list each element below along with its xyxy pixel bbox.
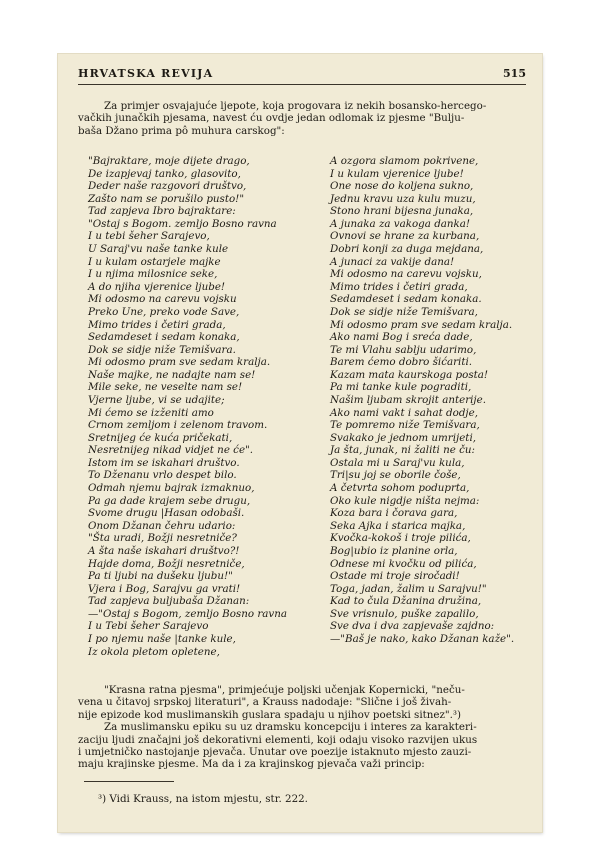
poem-verse: Toga, jadan, žalim u Sarajvu!" xyxy=(330,582,487,595)
poem-verse: A šta naše iskahari društvo?! xyxy=(88,544,240,557)
poem-verse: Dok se sidje niže Temišvara, xyxy=(330,305,478,318)
poem-verse: Mimo trides i četiri grada, xyxy=(330,280,468,293)
poem-column-right xyxy=(330,155,530,646)
poem-verse: "Šta uradi, Božji nesretniče? xyxy=(88,532,237,545)
poem-column-left xyxy=(88,155,298,658)
poem-verse: I u Tebi šeher Sarajevo xyxy=(88,620,209,633)
page-number: 515 xyxy=(503,67,526,80)
intro-paragraph xyxy=(78,100,526,137)
poem-verse: Naše majke, ne nadajte nam se! xyxy=(88,368,256,381)
poem-verse: Ako nami Bog i sreća dade, xyxy=(330,331,473,344)
book-page xyxy=(58,54,542,832)
intro-line: baša Džano prima pô muhura carskog": xyxy=(78,124,285,137)
poem-verse: To Dženanu vrlo despet bilo. xyxy=(88,469,237,482)
footnote: ³) Vidi Krauss, na istom mjestu, str. 222. xyxy=(98,793,308,805)
poem-verse: Tad zapjeva buljubaša Džanan: xyxy=(88,595,250,608)
intro-line: Za primjer osvajajuće ljepote, koja progovara iz nekih bosansko-hercego- xyxy=(104,100,487,112)
poem-verse: Pa ga dade krajem sebe drugu, xyxy=(88,494,251,507)
paragraph-line: zaciju ljudi značajni još dekorativni elementi, koji odaju visoko razvijen ukus xyxy=(78,733,478,746)
poem-verse: Kvočka-kokoš i troje pilića, xyxy=(330,532,471,545)
poem-verse: I u kulam ostarjele majke xyxy=(88,255,221,268)
poem-verse: Istom im se iskahari društvo. xyxy=(88,456,240,469)
poem-verse: Odmah njemu bajrak izmaknuo, xyxy=(88,482,255,495)
poem-verse: Mi odosmo na carevu vojsku xyxy=(88,293,237,306)
poem-verse: Ostade mi troje siročadi! xyxy=(330,570,460,583)
poem-verse: I u tebi šeher Sarajevo, xyxy=(88,230,210,243)
poem-verse: Sve vrisnulo, puške zapalilo, xyxy=(330,607,479,620)
poem-verse: Deder naše razgovori društvo, xyxy=(88,180,247,193)
poem-verse: Tad zapjeva Ibro bajraktare: xyxy=(88,205,236,218)
poem-verse: Sedamdeset i sedam konaka, xyxy=(88,331,240,344)
paragraph-line: "Krasna ratna pjesma", primjećuje poljski učenjak Kopernicki, "neču- xyxy=(104,684,465,696)
poem-verse: "Bajraktare, moje dijete drago, xyxy=(88,155,250,167)
poem-verse: A ozgora slamom pokrivene, xyxy=(330,155,479,167)
poem-verse: Kad to čula Džanina družina, xyxy=(330,595,482,608)
poem-verse: Vjerne ljube, vi se udajite; xyxy=(88,393,225,406)
poem-verse: Svakako je jednom umrijeti, xyxy=(330,431,477,444)
poem-verse: Pa ti ljubi na dušeku ljubu!" xyxy=(88,570,233,583)
poem-verse: I po njemu naše |tanke kule, xyxy=(88,632,236,645)
poem-verse: Onom Džanan čehru udario: xyxy=(88,519,236,532)
poem-verse: Zašto nam se porušilo pusto!" xyxy=(88,192,245,205)
paragraph-line: vena u čitavoj srpskoj literaturi", a Krauss nadodaje: "Slične i još živah- xyxy=(78,696,452,709)
poem-verse: Hajde doma, Božji nesretniče, xyxy=(88,557,245,570)
poem-verse: Seka Ajka i starica majka, xyxy=(330,519,466,532)
poem-verse: I u kulam vjerenice ljube! xyxy=(330,167,464,180)
paragraph-line: i umjetničko nastojanje pjevača. Unutar ove poezije istaknuto mjesto zauzi- xyxy=(78,746,472,759)
poem-verse: Sve dva i dva zapjevaše zajdno: xyxy=(330,620,495,633)
poem-verse: Vjera i Bog, Sarajvu ga vrati! xyxy=(88,582,241,595)
footnote-rule xyxy=(84,781,174,782)
poem-verse: Tri|su joj se oborile čoše, xyxy=(330,469,461,482)
header-rule xyxy=(78,84,526,85)
poem-verse: A junaci za vakije dana! xyxy=(330,255,455,268)
poem-verse: Ostala mi u Saraj'vu kula, xyxy=(330,456,465,469)
poem-verse: Ja šta, junak, ni žaliti ne ču: xyxy=(330,444,475,457)
poem-verse: Odnese mi kvočku od pilića, xyxy=(330,557,477,570)
poem-verse: A do njiha vjerenice ljube! xyxy=(88,280,226,293)
running-header xyxy=(78,67,526,81)
poem-verse: Crnom zemljom i zelenom travom. xyxy=(88,419,268,432)
poem-verse: Mi odosmo pram sve sedam kralja. xyxy=(88,356,271,369)
poem-verse: Dobri konji za duga mejdana, xyxy=(330,243,484,256)
poem-verse: One nose do koljena sukno, xyxy=(330,180,474,193)
poem-verse: Sedamdeset i sedam konaka. xyxy=(330,293,482,306)
poem-verse: Mi odosmo na carevu vojsku, xyxy=(330,268,482,281)
poem-verse: Kazam mata kaurskoga posta! xyxy=(330,368,489,381)
poem-verse: Koza bara i čorava gara, xyxy=(330,507,458,520)
intro-line: vačkih junačkih pjesama, navest ću ovdje jedan odlomak iz pjesme "Bulju- xyxy=(78,112,465,125)
poem-verse: Te pomremo niže Temišvara, xyxy=(330,419,480,432)
journal-title: HRVATSKA REVIJA xyxy=(78,67,214,80)
poem-verse: Stono hrani bijesna junaka, xyxy=(330,205,474,218)
poem-verse: —"Ostaj s Bogom, zemljo Bosno ravna xyxy=(88,607,287,620)
poem-verse: Ako nami vakt i sahat dodje, xyxy=(330,406,478,419)
paragraph-line: nije epizode kod muslimanskih guslara spadaju u njihov poetski sitnez".³) xyxy=(78,708,462,721)
poem-verse: Mimo trides i četiri grada, xyxy=(88,318,226,331)
poem-verse: Nesretnijeg nikad vidjet ne će". xyxy=(88,444,254,457)
paragraph-line: maju krajinske pjesme. Ma da i za krajinskog pjevača važi princip: xyxy=(78,758,425,771)
poem-verse: Sretnijeg će kuća pričekati, xyxy=(88,431,233,444)
poem-verse: —"Baš je nako, kako Džanan kaže". xyxy=(330,632,515,645)
poem-verse: Mile seke, ne veselte nam se! xyxy=(88,381,243,394)
poem-verse: U Saraj'vu naše tanke kule xyxy=(88,243,229,256)
poem-verse: Mi ćemo se izženiti amo xyxy=(88,406,214,419)
poem-verse: De izapjevaj tanko, glasovito, xyxy=(88,167,241,180)
poem-verse: Iz okola pletom opletene, xyxy=(88,645,220,658)
poem-verse: Pa mi tanke kule pograditi, xyxy=(330,381,472,394)
poem-verse: Preko Une, preko vode Save, xyxy=(88,305,240,318)
poem-verse: A junaka za vakoga danka! xyxy=(330,217,471,230)
poem-verse: Jednu kravu uza kulu muzu, xyxy=(330,192,476,205)
poem-verse: Svome drugu |Hasan odobaši. xyxy=(88,507,245,520)
poem-verse: Bog|ubio iz planine orla, xyxy=(330,544,458,557)
poem-verse: Ovnovi se hrane za kurbana, xyxy=(330,230,480,243)
closing-paragraphs xyxy=(78,684,526,771)
poem-verse: Te mi Vlahu sablju udarimo, xyxy=(330,343,477,356)
poem-verse: "Ostaj s Bogom. zemljo Bosno ravna xyxy=(88,217,277,230)
poem-verse: Našim ljubam skrojit anterije. xyxy=(330,393,486,406)
paragraph-line: Za muslimansku epiku su uz dramsku koncepciju i interes za karakteri- xyxy=(104,721,477,734)
poem-verse: Dok se sidje niže Temišvara. xyxy=(88,343,236,356)
poem-verse: I u njima milosnice seke, xyxy=(88,268,218,281)
poem-verse: Mi odosmo pram sve sedam kralja. xyxy=(330,318,513,331)
poem-verse: A četvrta sohom poduprta, xyxy=(330,482,470,495)
poem-verse: Barem ćemo dobro šićariti. xyxy=(330,356,473,369)
poem-verse: Oko kule nigdje ništa nejma: xyxy=(330,494,480,507)
